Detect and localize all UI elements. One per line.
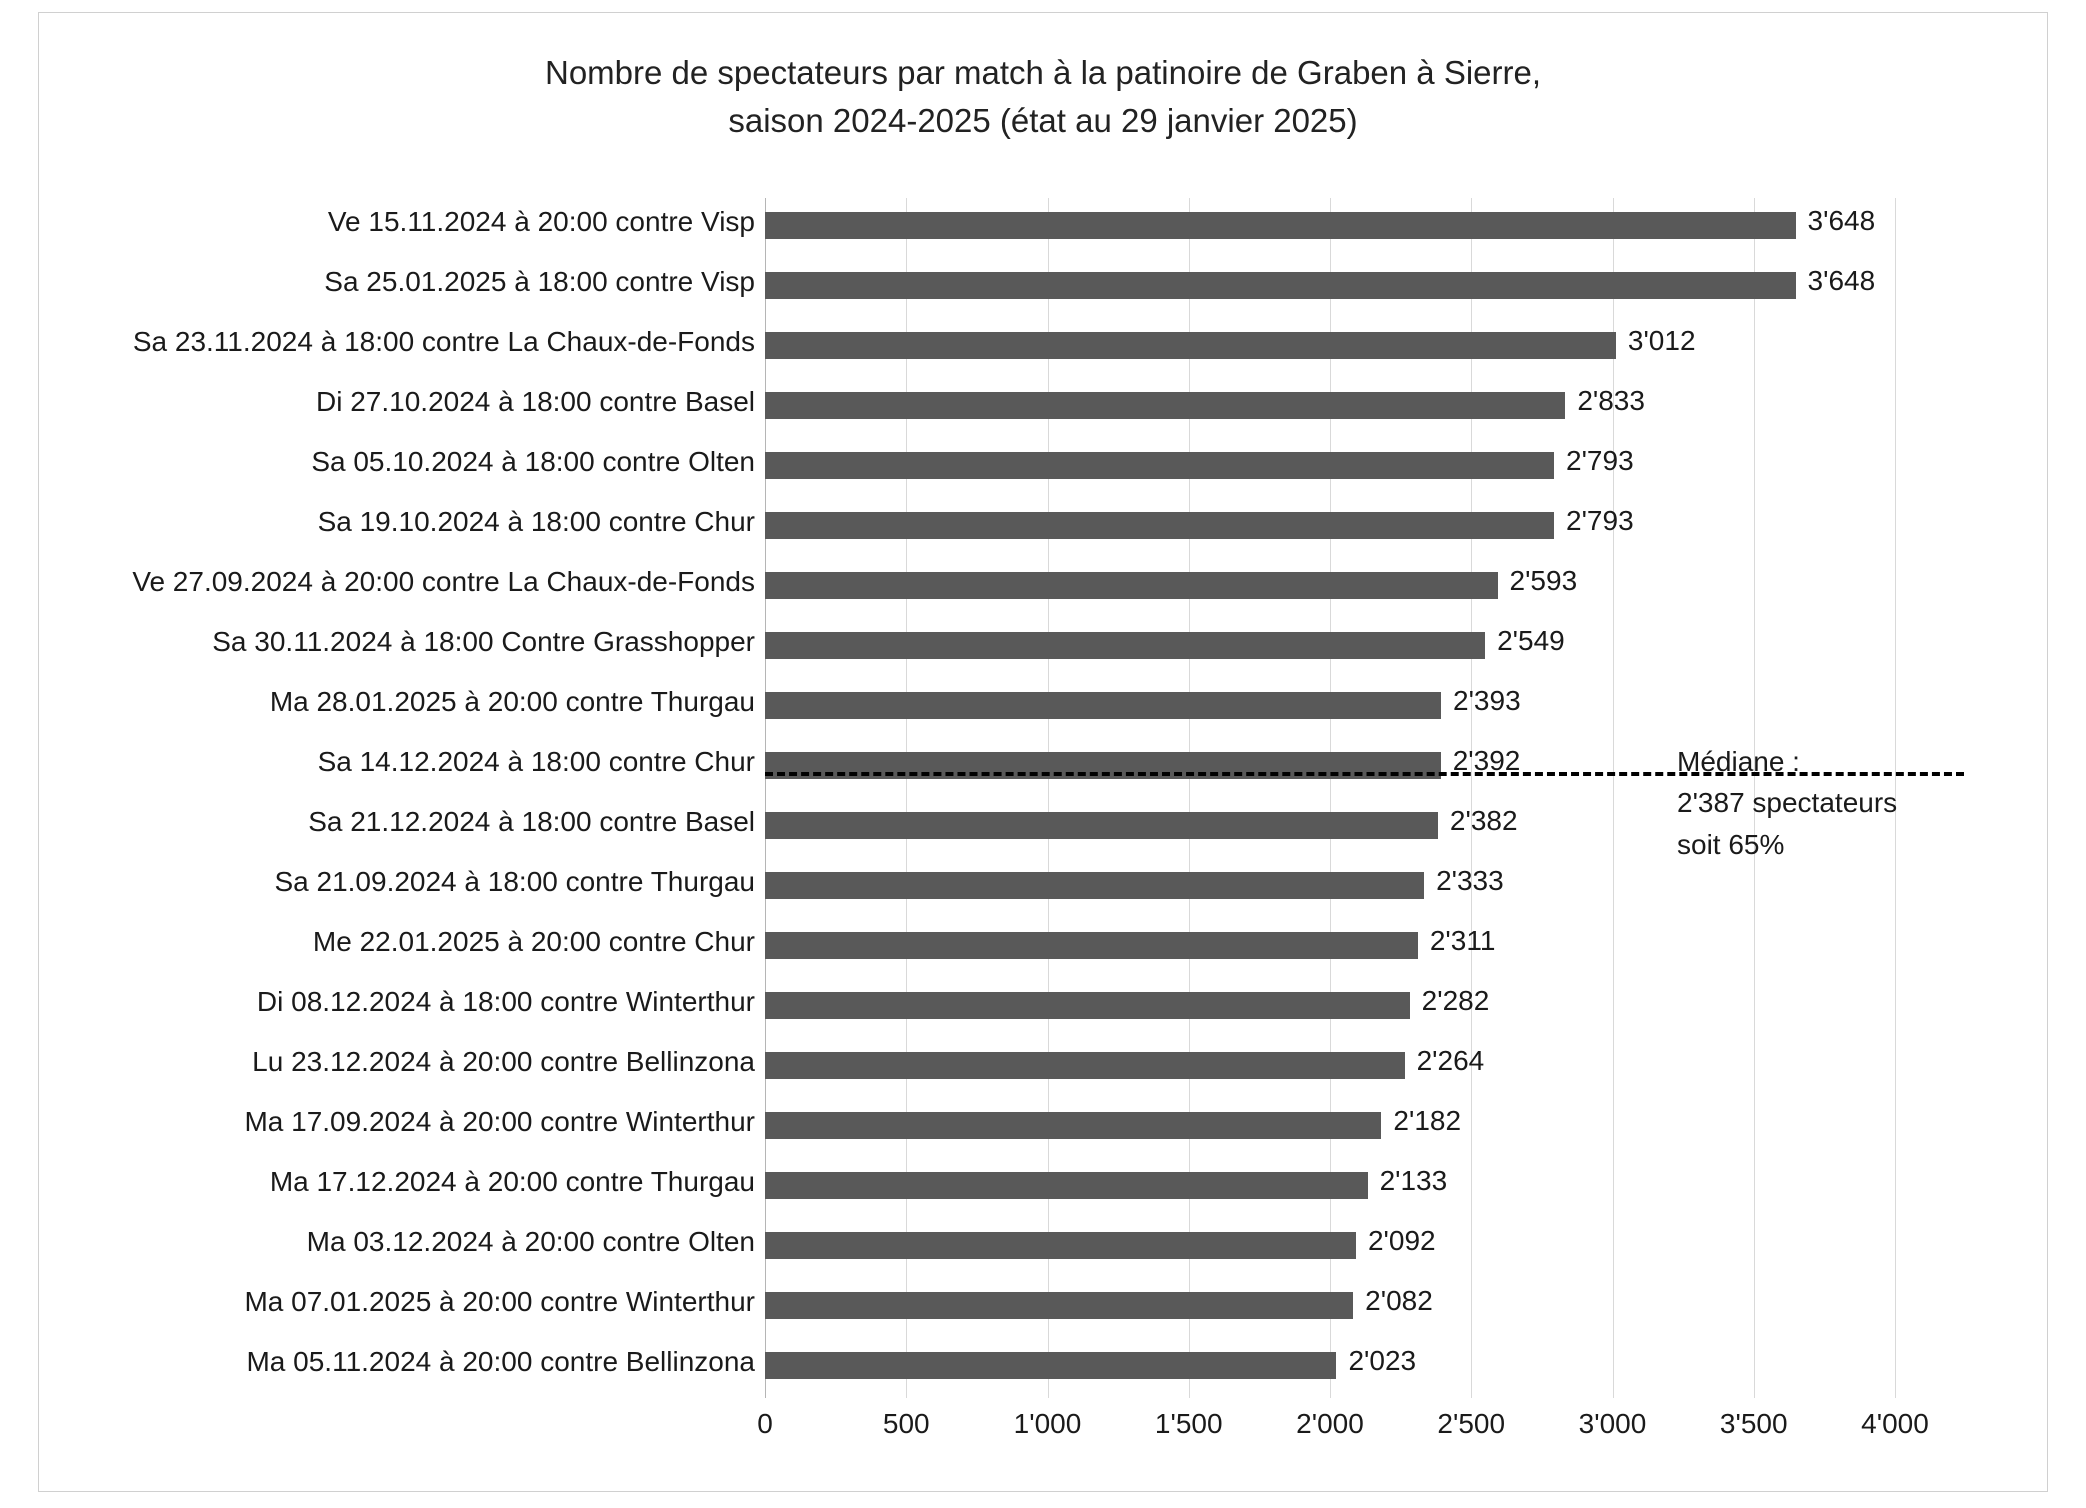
bar-row xyxy=(317,498,1895,558)
bar[interactable] xyxy=(765,992,1410,1019)
bar-row xyxy=(244,1098,1895,1158)
bar-row xyxy=(256,978,1895,1038)
category-label: Di 08.12.2024 à 18:00 contre Winterthur xyxy=(256,986,755,1017)
bar[interactable] xyxy=(765,1112,1381,1139)
bar[interactable] xyxy=(765,812,1438,839)
bar[interactable] xyxy=(765,1232,1356,1259)
bar-value-label: 2'264 xyxy=(1416,1045,1485,1076)
bar[interactable] xyxy=(765,1172,1368,1199)
chart-title-line-2: saison 2024-2025 (état au 29 janvier 2025) xyxy=(728,101,1358,139)
bar[interactable] xyxy=(765,332,1616,359)
category-label: Di 27.10.2024 à 18:00 contre Basel xyxy=(316,386,755,417)
x-tick-label: 3'500 xyxy=(1719,1408,1788,1439)
bar-value-label: 3'648 xyxy=(1807,265,1876,296)
bar-value-label: 2'392 xyxy=(1452,745,1521,776)
bar-value-label: 2'082 xyxy=(1365,1285,1433,1316)
x-tick-label: 4'000 xyxy=(1861,1408,1929,1439)
x-tick-label: 500 xyxy=(882,1408,930,1439)
bar-value-label: 2'133 xyxy=(1379,1165,1448,1196)
bar-row xyxy=(269,678,1895,738)
bar-row xyxy=(212,618,1895,678)
bar-row xyxy=(324,258,1895,318)
x-tick-label: 2'000 xyxy=(1296,1408,1364,1439)
bar[interactable] xyxy=(765,932,1418,959)
category-label: Lu 23.12.2024 à 20:00 contre Bellinzona xyxy=(252,1046,755,1077)
bar[interactable] xyxy=(765,512,1554,539)
category-label: Sa 05.10.2024 à 18:00 contre Olten xyxy=(311,446,755,477)
bar[interactable] xyxy=(765,632,1485,659)
category-label: Ma 17.09.2024 à 20:00 contre Winterthur xyxy=(244,1106,755,1137)
category-label: Ve 27.09.2024 à 20:00 contre La Chaux-de-Fonds xyxy=(132,566,755,597)
bar-row xyxy=(252,1038,1895,1098)
bar[interactable] xyxy=(765,1352,1336,1379)
category-label: Ma 05.11.2024 à 20:00 contre Bellinzona xyxy=(246,1346,755,1377)
category-label: Ma 07.01.2025 à 20:00 contre Winterthur xyxy=(244,1286,755,1317)
bar-row xyxy=(269,1158,1895,1218)
category-label: Sa 30.11.2024 à 18:00 Contre Grasshopper xyxy=(212,626,755,657)
bar-row xyxy=(311,438,1895,498)
x-tick-label: 0 xyxy=(757,1408,773,1439)
bar-value-label: 3'012 xyxy=(1627,325,1696,356)
bar[interactable] xyxy=(765,1292,1353,1319)
x-tick-label: 1'500 xyxy=(1154,1408,1223,1439)
chart-title-line-1: Nombre de spectateurs par match à la patinoire de Graben à Sierre, xyxy=(544,54,1542,91)
bar-value-label: 2'333 xyxy=(1436,865,1504,896)
category-label: Sa 21.12.2024 à 18:00 contre Basel xyxy=(308,806,755,837)
x-axis-tick-labels xyxy=(757,1402,1929,1452)
x-tick-label: 1'000 xyxy=(1013,1408,1082,1439)
bar-value-label: 2'833 xyxy=(1577,385,1645,416)
category-label: Sa 19.10.2024 à 18:00 contre Chur xyxy=(317,506,755,537)
bar-row xyxy=(274,858,1895,918)
bar[interactable] xyxy=(765,212,1796,239)
bar-value-label: 2'393 xyxy=(1453,685,1521,716)
bar[interactable] xyxy=(765,692,1441,719)
bar[interactable] xyxy=(765,872,1424,899)
bar-value-label: 2'092 xyxy=(1367,1225,1436,1256)
bar-row xyxy=(246,1338,1895,1398)
category-label: Me 22.01.2025 à 20:00 contre Chur xyxy=(312,926,755,957)
category-label: Ve 15.11.2024 à 20:00 contre Visp xyxy=(327,206,755,237)
bar-row xyxy=(312,918,1895,978)
bar-row xyxy=(316,378,1895,438)
bar-row xyxy=(244,1278,1895,1338)
chart-title xyxy=(39,49,2047,145)
category-label: Sa 21.09.2024 à 18:00 contre Thurgau xyxy=(274,866,755,897)
median-annotation-line-2: 2'387 spectateurs xyxy=(1677,787,1898,819)
bar[interactable] xyxy=(765,452,1554,479)
bar[interactable] xyxy=(765,392,1565,419)
bar-row xyxy=(327,198,1895,258)
category-label: Sa 25.01.2025 à 18:00 contre Visp xyxy=(324,266,755,297)
bar-row xyxy=(132,558,1895,618)
chart-container xyxy=(38,12,2048,1492)
bar-value-label: 2'549 xyxy=(1497,625,1565,656)
category-label: Ma 28.01.2025 à 20:00 contre Thurgau xyxy=(269,686,755,717)
median-annotation xyxy=(1677,741,1897,865)
median-annotation-line-1: Médiane : xyxy=(1677,746,1800,777)
bar-value-label: 2'793 xyxy=(1566,445,1634,476)
category-label: Ma 17.12.2024 à 20:00 contre Thurgau xyxy=(269,1166,755,1197)
bar-value-label: 2'311 xyxy=(1429,925,1496,956)
x-tick-label: 2'500 xyxy=(1437,1408,1506,1439)
median-annotation-line-3: soit 65% xyxy=(1677,828,1785,860)
bar-row xyxy=(306,1218,1895,1278)
category-label: Sa 14.12.2024 à 18:00 contre Chur xyxy=(317,746,755,777)
bar-row xyxy=(132,318,1895,378)
bar[interactable] xyxy=(765,272,1796,299)
bar-value-label: 2'282 xyxy=(1421,985,1490,1016)
category-label: Ma 03.12.2024 à 20:00 contre Olten xyxy=(306,1226,755,1257)
bar-value-label: 2'593 xyxy=(1509,565,1578,596)
category-label: Sa 23.11.2024 à 18:00 contre La Chaux-de-Fonds xyxy=(132,326,755,357)
bar-value-label: 2'023 xyxy=(1348,1345,1417,1376)
bar-value-label: 2'382 xyxy=(1449,805,1518,836)
bar-value-label: 3'648 xyxy=(1807,205,1876,236)
x-tick-label: 3'000 xyxy=(1578,1408,1647,1439)
bar[interactable] xyxy=(765,1052,1405,1079)
bar[interactable] xyxy=(765,572,1498,599)
bar-value-label: 2'182 xyxy=(1393,1105,1462,1136)
bar-value-label: 2'793 xyxy=(1566,505,1634,536)
